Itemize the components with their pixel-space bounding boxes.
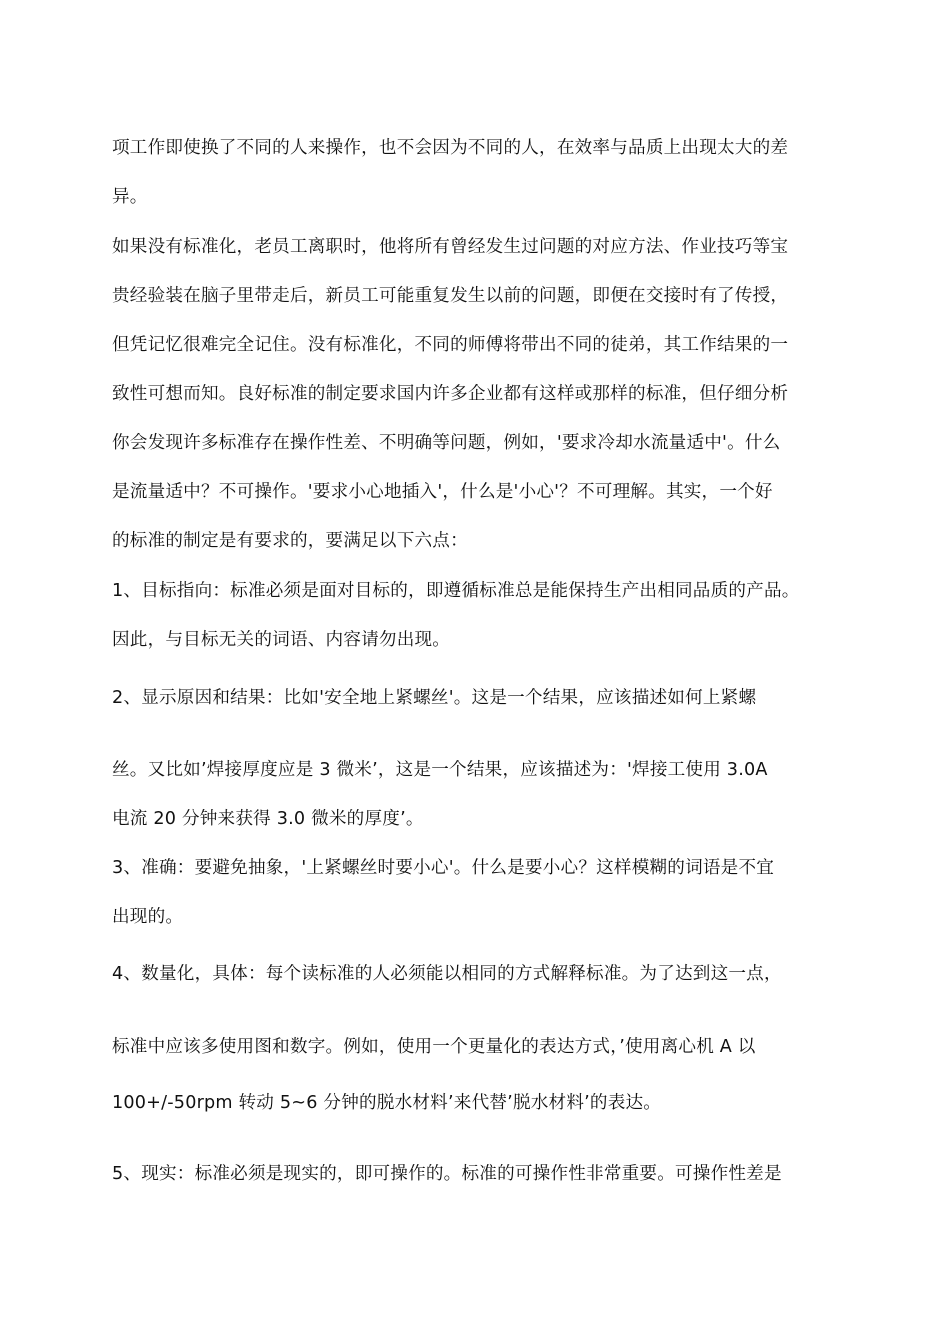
text-line: 但凭记忆很难完全记住。没有标准化，不同的师傅将带出不同的徒弟，其工作结果的一 xyxy=(112,335,789,355)
text-line: 因此，与目标无关的词语、内容请勿出现。 xyxy=(112,630,451,650)
text-line: 标准中应该多使用图和数字。例如，使用一个更量化的表达方式，’使用离心机 A 以 xyxy=(112,1037,756,1057)
text-line: 项工作即使换了不同的人来操作，也不会因为不同的人，在效率与品质上出现太大的差 xyxy=(112,138,789,158)
text-line: 异。 xyxy=(112,187,148,207)
text-line: 100+/-50rpm 转动 5~6 分钟的脱水材料’来代替’脱水材料’的表达。 xyxy=(112,1093,662,1113)
text-line: 是流量适中？不可操作。'要求小心地插入'，什么是'小心'？不可理解。其实，一个好 xyxy=(112,482,773,502)
list-item-1: 1、目标指向：标准必须是面对目标的，即遵循标准总是能保持生产出相同品质的产品。 xyxy=(112,581,800,601)
text-line: 丝。又比如’焊接厚度应是 3 微米’，这是一个结果，应该描述为：'焊接工使用 3.0A xyxy=(112,760,768,780)
text-line: 出现的。 xyxy=(112,907,184,927)
text-line: 如果没有标准化，老员工离职时，他将所有曾经发生过问题的对应方法、作业技巧等宝 xyxy=(112,237,789,257)
text-line: 致性可想而知。良好标准的制定要求国内许多企业都有这样或那样的标准，但仔细分析 xyxy=(112,384,789,404)
text-line: 你会发现许多标准存在操作性差、不明确等问题，例如，'要求冷却水流量适中'。什么 xyxy=(112,433,781,453)
list-item-5: 5、现实：标准必须是现实的，即可操作的。标准的可操作性非常重要。可操作性差是 xyxy=(112,1164,782,1184)
text-line: 电流 20 分钟来获得 3.0 微米的厚度’。 xyxy=(112,809,424,829)
text-line: 贵经验装在脑子里带走后，新员工可能重复发生以前的问题，即便在交接时有了传授， xyxy=(112,286,789,306)
text-line: 的标准的制定是有要求的，要满足以下六点： xyxy=(112,531,468,551)
list-item-3: 3、准确：要避免抽象，'上紧螺丝时要小心'。什么是要小心？这样模糊的词语是不宜 xyxy=(112,858,775,878)
list-item-4: 4、数量化，具体：每个读标准的人必须能以相同的方式解释标准。为了达到这一点， xyxy=(112,964,782,984)
list-item-2: 2、显示原因和结果：比如'安全地上紧螺丝'。这是一个结果，应该描述如何上紧螺 xyxy=(112,688,757,708)
